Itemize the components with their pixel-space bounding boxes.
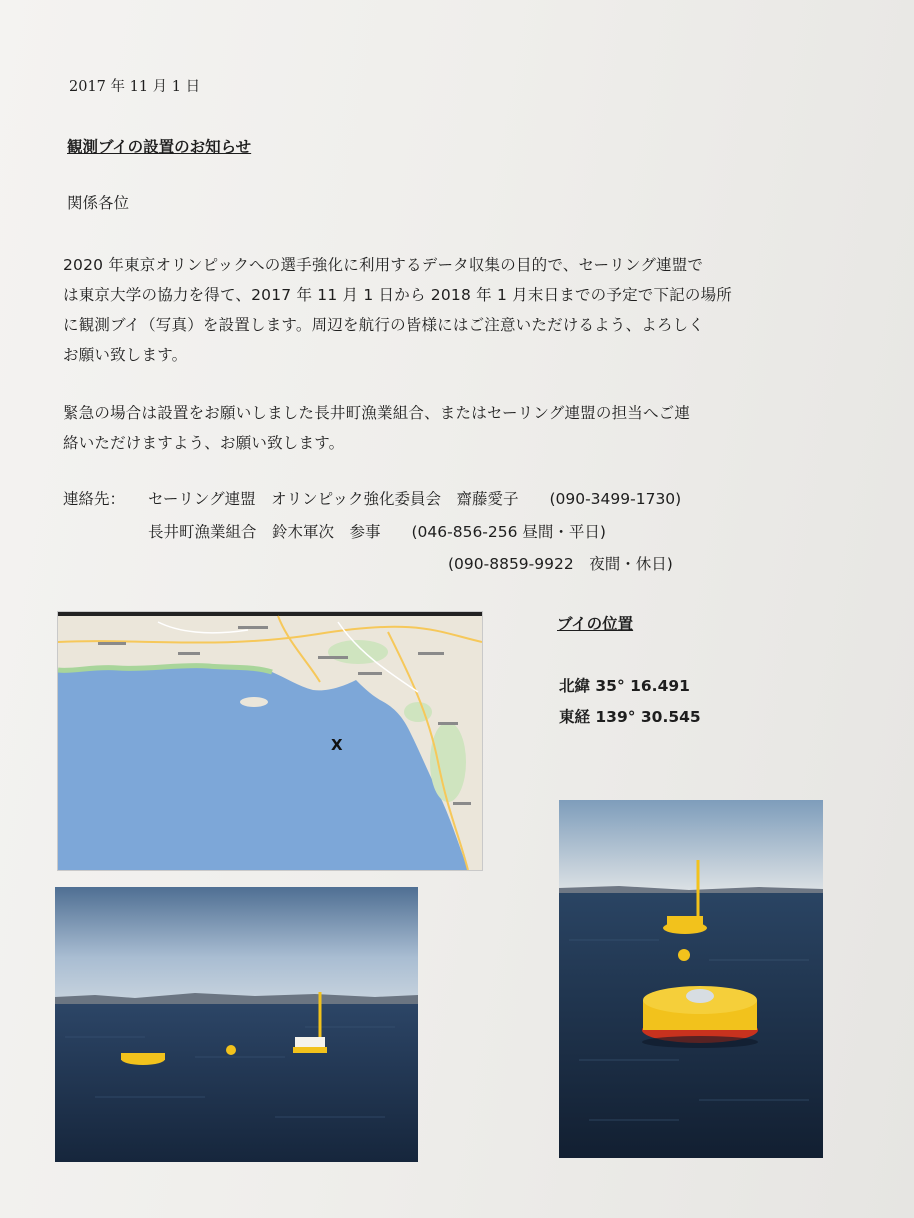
greeting: 関係各位 <box>67 194 130 212</box>
longitude: 東経 139° 30.545 <box>559 708 701 726</box>
paragraph2-line: 緊急の場合は設置をお願いしました長井町漁業組合、またはセーリング連盟の担当へご連 <box>63 404 691 422</box>
latitude: 北緯 35° 16.491 <box>559 677 690 695</box>
paragraph1-line: お願い致します。 <box>63 346 188 364</box>
contact-label: 連絡先： <box>63 490 126 508</box>
paragraph1-line: 2020 年東京オリンピックへの選手強化に利用するデータ収集の目的で、セーリング連盟で <box>63 256 704 274</box>
notice-date: 2017 年 11 月 1 日 <box>69 79 201 95</box>
contact-fishing-union: 長井町漁業組合 鈴木軍次 参事 (046-856-256 昼間・平日) <box>148 523 606 541</box>
location-map <box>58 612 482 870</box>
buoy-photo-closeup <box>559 800 823 1158</box>
buoy-photo-wide <box>55 887 418 1162</box>
notice-title: 観測ブイの設置のお知らせ <box>67 138 252 156</box>
map-marker: X <box>331 736 343 754</box>
contact-night-phone: (090-8859-9922 夜間・休日) <box>448 555 673 573</box>
contact-sailing-federation: セーリング連盟 オリンピック強化委員会 齋藤愛子 (090-3499-1730) <box>148 490 682 508</box>
position-title: ブイの位置 <box>557 615 634 633</box>
paragraph2-line: 絡いただけますよう、お願い致します。 <box>63 434 345 452</box>
paragraph1-line: に観測ブイ（写真）を設置します。周辺を航行の皆様にはご注意いただけるよう、よろしく <box>63 316 705 334</box>
paragraph1-line: は東京大学の協力を得て、2017 年 11 月 1 日から 2018 年 1 月末日までの予定で下記の場所 <box>63 286 732 304</box>
